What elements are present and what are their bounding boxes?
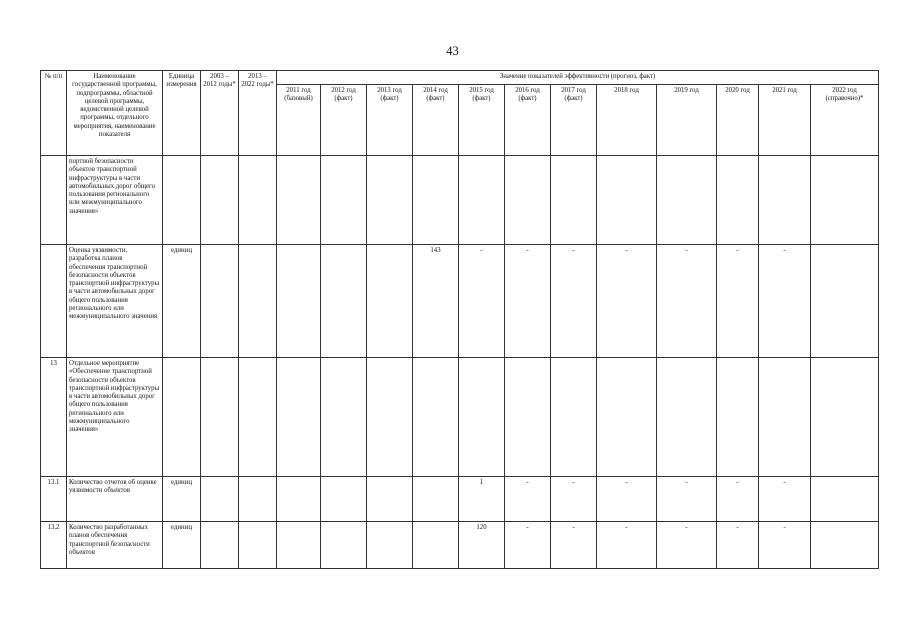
row-value: -	[657, 477, 717, 522]
row-value	[811, 245, 879, 358]
row-value	[321, 477, 367, 522]
header-year: 2018 год	[597, 85, 657, 156]
header-year: 2014 год (факт)	[413, 85, 459, 156]
row-num: 13.1	[41, 477, 67, 522]
row-unit: единиц	[163, 245, 201, 358]
header-period-2013-2022: 2013 – 2022 годы*	[239, 71, 277, 156]
row-value	[505, 358, 551, 477]
table-row	[41, 477, 879, 522]
row-value	[811, 477, 879, 522]
row-value	[321, 522, 367, 569]
row-num	[41, 156, 67, 245]
row-value	[811, 156, 879, 245]
header-year: 2021 год	[759, 85, 811, 156]
row-value	[277, 477, 321, 522]
row-unit: единиц	[163, 522, 201, 569]
row-value: 120	[459, 522, 505, 569]
row-value	[657, 358, 717, 477]
table-row	[41, 156, 879, 245]
header-year: 2011 год (базовый)	[277, 85, 321, 156]
row-value: -	[597, 522, 657, 569]
header-num: № п/п	[41, 71, 67, 156]
row-value	[597, 358, 657, 477]
row-value: -	[551, 477, 597, 522]
row-period-value	[239, 245, 277, 358]
header-year: 2016 год (факт)	[505, 85, 551, 156]
row-value: -	[505, 522, 551, 569]
page-number: 43	[446, 44, 459, 58]
row-value	[367, 522, 413, 569]
row-unit	[163, 358, 201, 477]
row-period-value	[201, 245, 239, 358]
row-value: -	[505, 477, 551, 522]
row-value: -	[759, 522, 811, 569]
row-period-value	[239, 358, 277, 477]
row-value	[551, 358, 597, 477]
row-value	[367, 156, 413, 245]
row-value	[657, 156, 717, 245]
row-value: -	[657, 245, 717, 358]
row-value	[551, 156, 597, 245]
row-value	[413, 522, 459, 569]
row-value	[811, 358, 879, 477]
row-value: -	[459, 245, 505, 358]
row-value: -	[717, 245, 759, 358]
row-value	[413, 358, 459, 477]
row-value: -	[597, 477, 657, 522]
row-value	[321, 245, 367, 358]
row-period-value	[239, 477, 277, 522]
row-value: -	[597, 245, 657, 358]
row-value: -	[551, 522, 597, 569]
row-value	[759, 156, 811, 245]
row-value	[759, 358, 811, 477]
indicators-table	[40, 70, 879, 569]
row-name: портной безопасности объектов транспортной инфраструктуры в части автомобильных дорог общего пользования регионального или межмуниципального значения»	[67, 156, 163, 245]
row-value: -	[759, 477, 811, 522]
row-num: 13	[41, 358, 67, 477]
row-num: 13.2	[41, 522, 67, 569]
row-value	[277, 522, 321, 569]
row-num	[41, 245, 67, 358]
row-value: -	[551, 245, 597, 358]
table-row	[41, 358, 879, 477]
row-value: -	[717, 522, 759, 569]
row-value	[717, 156, 759, 245]
row-value: 143	[413, 245, 459, 358]
row-value	[367, 358, 413, 477]
row-unit: единиц	[163, 477, 201, 522]
row-value	[459, 358, 505, 477]
row-value: -	[505, 245, 551, 358]
row-value	[277, 358, 321, 477]
row-name: Количество отчетов об оценке уязвимости объектов	[67, 477, 163, 522]
table-row	[41, 522, 879, 569]
header-period-2003-2012: 2003 – 2012 годы*	[201, 71, 239, 156]
header-year: 2013 год (факт)	[367, 85, 413, 156]
header-year: 2017 год (факт)	[551, 85, 597, 156]
header-year: 2015 год (факт)	[459, 85, 505, 156]
row-name: Оценка уязвимости, разработка планов обеспечения транспортной безопасности объектов транспортной инфраструктуры в части автомобильных дорог общего пользования регионального или межмуниципального значения	[67, 245, 163, 358]
row-value	[277, 156, 321, 245]
row-value	[717, 358, 759, 477]
header-name: Наименование государственной программы, подпрограммы, областной целевой программы, ведомственной целевой программы, отдельного мероприятия, наименование показателя	[67, 71, 163, 156]
row-period-value	[201, 156, 239, 245]
row-value	[459, 156, 505, 245]
row-name: Количество разработанных планов обеспечения транспортной безопасности объектов	[67, 522, 163, 569]
row-value: -	[759, 245, 811, 358]
header-group-indicators: Значение показателей эффективности (прогноз, факт)	[277, 71, 879, 85]
row-value	[505, 156, 551, 245]
header-year: 2020 год	[717, 85, 759, 156]
row-value	[321, 156, 367, 245]
header-year: 2022 год (справочно)*	[811, 85, 879, 156]
table-row	[41, 245, 879, 358]
row-period-value	[239, 156, 277, 245]
row-value	[413, 477, 459, 522]
row-period-value	[201, 477, 239, 522]
row-period-value	[201, 522, 239, 569]
header-unit: Единица измерения	[163, 71, 201, 156]
header-year: 2012 год (факт)	[321, 85, 367, 156]
row-value	[597, 156, 657, 245]
row-value: -	[657, 522, 717, 569]
row-value: 1	[459, 477, 505, 522]
row-value: -	[717, 477, 759, 522]
row-value	[277, 245, 321, 358]
row-period-value	[201, 358, 239, 477]
row-value	[413, 156, 459, 245]
header-year: 2019 год	[657, 85, 717, 156]
row-name: Отдельное мероприятие «Обеспечение транспортной безопасности объектов транспортной инфраструктуры в части автомобильных дорог общего пользования регионального или межмуниципального значения»	[67, 358, 163, 477]
row-value	[367, 477, 413, 522]
row-value	[811, 522, 879, 569]
row-value	[321, 358, 367, 477]
row-value	[367, 245, 413, 358]
row-period-value	[239, 522, 277, 569]
row-unit	[163, 156, 201, 245]
